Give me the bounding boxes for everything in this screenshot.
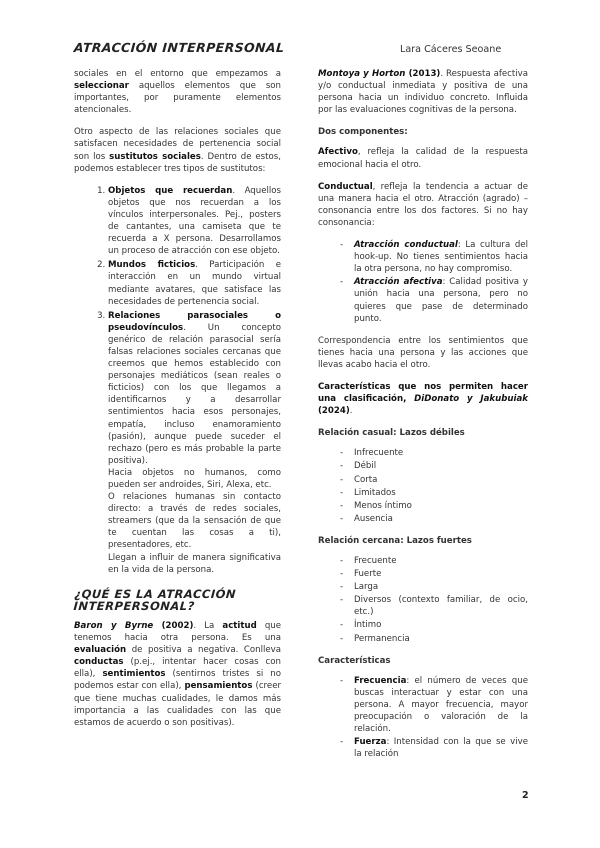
list-item: - Frecuente [340, 555, 528, 567]
list-item-note: Llegan a influir de manera significativa en la vida de la persona. [108, 552, 281, 575]
list-item: - Infrecuente [340, 447, 528, 459]
subheading: Relación cercana: Lazos fuertes [318, 535, 472, 546]
list-item: - Fuerte [340, 568, 528, 580]
paragraph: Baron y Byrne (2002). La actitud que tenemos hacia otra persona. Es una evaluación de positiva a negativa. Conlleva conductas (p.ej., intentar hacer cosas con ella), sentimientos (sentirnos tristes si no podemos estar con ella), pensamientos (creer que tiene muchas cualidades, le damos más importancia a las cualidades con las que estamos de acuerdo o son positivas). [74, 620, 282, 728]
paragraph: Características que nos permiten hacer una clasificación, DiDonato y Jakubuiak (2024). [318, 381, 528, 417]
dash-list [318, 675, 528, 761]
list-item: - Diversos (contexto familiar, de ocio, etc.) [340, 594, 528, 618]
paragraph: sociales en el entorno que empezamos a seleccionar aquellos elementos que son importantes, por puramente elementos atencionales. [74, 69, 281, 116]
subheading: Relación casual: Lazos débiles [318, 428, 465, 439]
list-item: - Menos íntimo [340, 500, 528, 512]
subheading: Características [318, 655, 391, 666]
list-item: - Larga [340, 581, 528, 593]
list-item: - Ausencia [340, 513, 528, 525]
list-item: - Atracción conductual: La cultura del hook-up. No tienes sentimientos hacia la otra persona, no hay compromiso. [340, 239, 528, 275]
list-item: - Permanencia [340, 633, 528, 645]
substitutes-list [74, 185, 281, 576]
list-item: - Limitados [340, 487, 528, 499]
right-column [318, 68, 528, 770]
list-item: 1. Objetos que recuerdan. Aquellos objetos que nos recuerdan a los vínculos interpersonales. Pej., posters de cantantes, una camiseta que te recuerda a X persona. Desarrollamos un proceso de atracción con ese objeto. [108, 185, 281, 258]
list-item-note: O relaciones humanas sin contacto directo: a través de redes sociales, streamers (que da la sensación de que te cuentan las cosas a ti), presentadores, etc. [108, 492, 281, 551]
list-item: 2. Mundos ficticios. Participación e interacción en un mundo virtual mediante avatares, que satisface las necesidades de pertenencia social. [108, 259, 281, 307]
list-item-note: Hacia objetos no humanos, como pueden ser androides, Siri, Alexa, etc. [108, 467, 281, 490]
paragraph: Conductual, refleja la tendencia a actuar de una manera hacia el otro. Atracción (agrado) – consonancia entre los dos factores. Si no hay consonancia: [318, 181, 528, 228]
dash-list [318, 239, 528, 325]
section-heading: ¿QUÉ ES LA ATRACCIÓN INTERPERSONAL? [73, 586, 237, 613]
author-name: Lara Cáceres Seoane [400, 44, 502, 55]
dash-list [318, 447, 528, 525]
paragraph: Afectivo, refleja la calidad de la respuesta emocional hacia el otro. [318, 147, 528, 170]
paragraph: Otro aspecto de las relaciones sociales que satisfacen necesidades de pertenencia social son los sustitutos sociales. Dentro de estos, podemos establecer tres tipos de sustitutos: [74, 127, 281, 174]
subheading: Dos componentes: [318, 127, 408, 138]
list-item: - Corta [340, 474, 528, 486]
list-item: - Íntimo [340, 619, 528, 631]
list-item: - Atracción afectiva: Calidad positiva y unión hacia una persona, pero no quieres que pase de determinado punto. [340, 276, 528, 324]
dash-list [318, 555, 528, 645]
list-item: - Fuerza: Intensidad con la que se vive la relación [340, 736, 528, 760]
paragraph: Correspondencia entre los sentimientos que tienes hacia una persona y las acciones que llevas acabo hacia el otro. [318, 335, 528, 370]
page-number: 2 [522, 790, 529, 801]
left-column [74, 68, 281, 739]
paragraph: Montoya y Horton (2013). Respuesta afectiva y/o conductual inmediata y positiva de una persona hacia un individuo concreto. Influida por las evaluaciones cognitivas de la persona. [318, 69, 528, 116]
list-item: 3. Relaciones parasociales o pseudovínculos. Un concepto genérico de relación parasocial sería falsas relaciones sociales cercanas que creemos que hemos establecido con personajes mediáticos (sean reales o ficticios) con los que llegamos a identificarnos y a desarrollar sentimientos hacia esos personajes, empatía, incluso enamoramiento (pasión), aunque puede suceder el rechazo (pero es más probable la parte positiva). Hacia objetos no humanos, como pueden ser androides, Siri, Alexa, etc. O relaciones humanas sin contacto directo: a través de redes sociales, streamers (que da la sensación de que te cuentan las cosas a ti), presentadores, etc. Llegan a influir de manera significativa en la vida de la persona. [108, 310, 281, 576]
list-item: - Débil [340, 460, 528, 472]
list-item: - Frecuencia: el número de veces que buscas interactuar y estar con una persona. A mayor frecuencia, mayor preocupación o valoración de la relación. [340, 675, 528, 735]
document-title: ATRACCIÓN INTERPERSONAL [73, 40, 285, 55]
